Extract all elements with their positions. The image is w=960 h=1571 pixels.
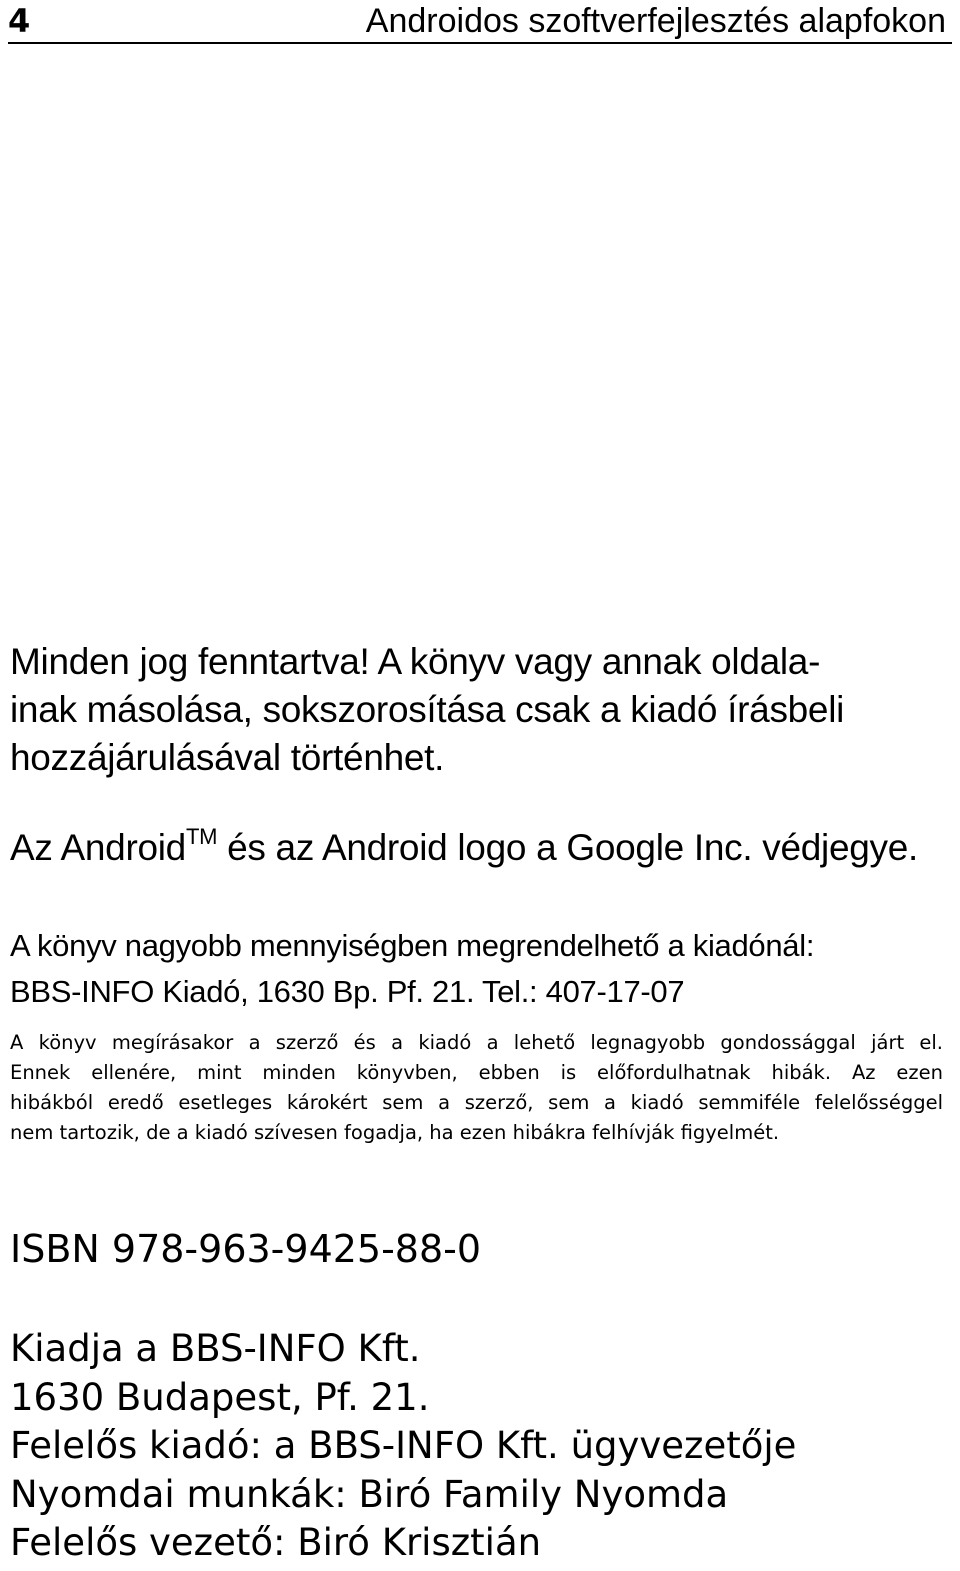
trademark-notice — [10, 824, 918, 872]
isbn: ISBN 978-963-9425-88-0 — [10, 1227, 482, 1271]
order-info-line: A könyv nagyobb mennyiségben megrendelhető a kiadónál: — [10, 928, 815, 963]
disclaimer-line: hibákból eredő esetleges károkért sem a szerző, sem a kiadó semmiféle felelősséggel — [10, 1091, 943, 1114]
copyright-line: inak másolása, sokszorosítása csak a kiadó írásbeli — [10, 689, 845, 730]
trademark-text-after: és az Android logo a Google Inc. védjegye. — [217, 827, 918, 868]
imprint — [10, 1325, 796, 1568]
imprint-line: Nyomdai munkák: Biró Family Nyomda — [10, 1472, 729, 1516]
page-number: 4 — [8, 2, 31, 40]
page-header — [8, 0, 952, 44]
imprint-line: Kiadja a BBS-INFO Kft. — [10, 1327, 421, 1370]
copyright-line: Minden jog fenntartva! A könyv vagy annak oldala- — [10, 641, 821, 682]
disclaimer-line: A könyv megírásakor a szerző és a kiadó a lehető legnagyobb gondossággal járt el. — [10, 1031, 943, 1054]
disclaimer-line: Ennek ellenére, mint minden könyvben, ebben is előfordulhatnak hibák. Az ezen — [10, 1061, 943, 1084]
trademark-superscript: TM — [185, 824, 218, 849]
imprint-line: Felelős vezető: Biró Krisztián — [10, 1521, 542, 1564]
order-info — [10, 923, 814, 1015]
disclaimer-line: nem tartozik, de a kiadó szívesen fogadja, ha ezen hibákra felhívják figyelmét. — [10, 1121, 780, 1144]
running-title: Androidos szoftverfejlesztés alapfokon — [365, 2, 946, 40]
disclaimer — [10, 1028, 943, 1148]
trademark-text-before: Az Android — [10, 827, 186, 868]
copyright-line: hozzájárulásával történhet. — [10, 737, 445, 778]
copyright-notice — [10, 638, 945, 782]
imprint-line: Felelős kiadó: a BBS-INFO Kft. ügyvezetője — [10, 1424, 797, 1467]
order-info-line: BBS-INFO Kiadó, 1630 Bp. Pf. 21. Tel.: 407-17-07 — [10, 974, 685, 1009]
imprint-line: 1630 Budapest, Pf. 21. — [10, 1375, 430, 1419]
